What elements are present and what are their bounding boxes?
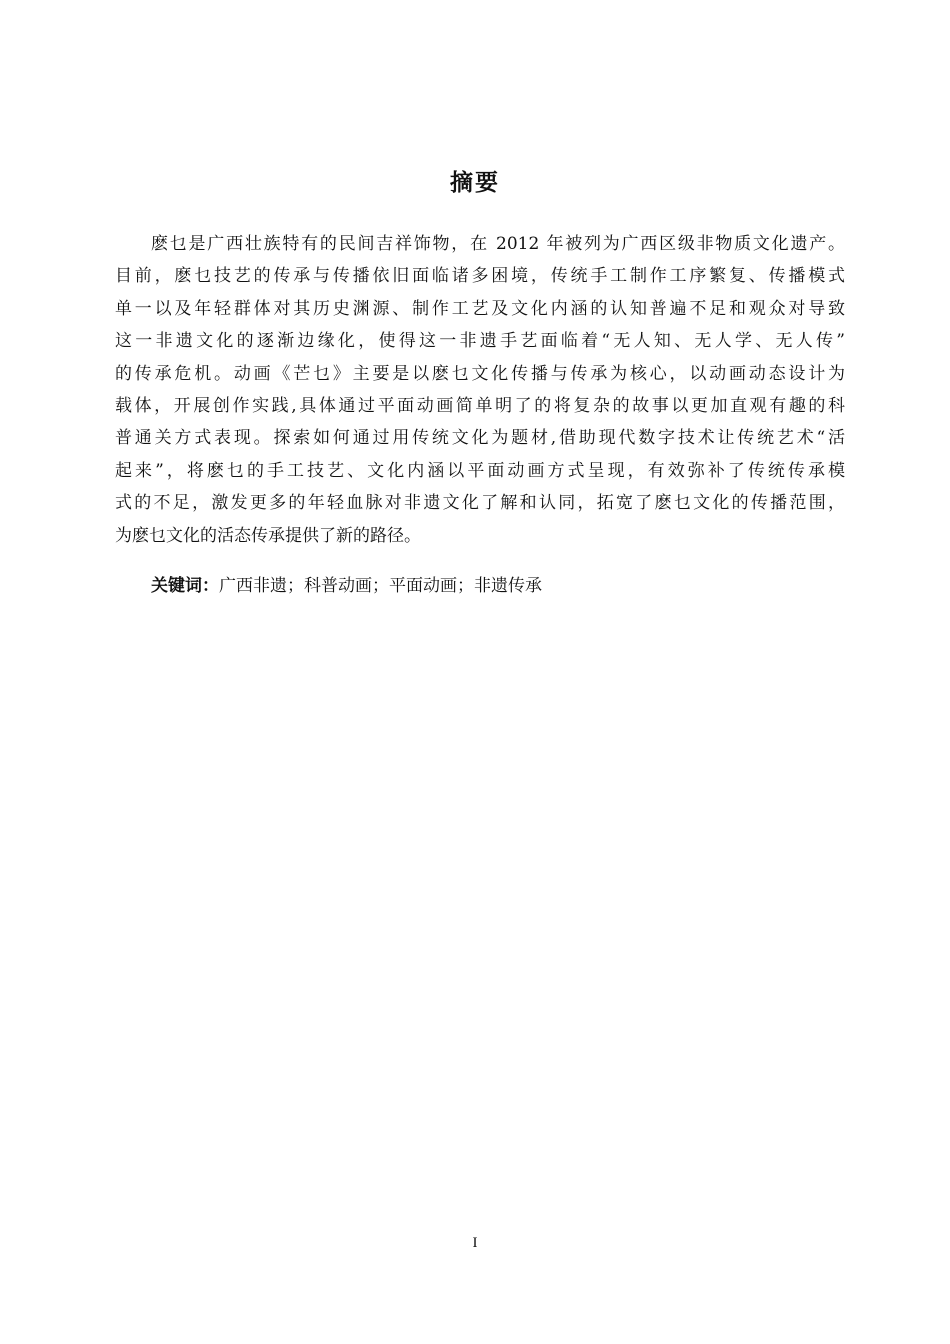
page-number: I (472, 1235, 478, 1251)
keywords-text: 广西非遗；科普动画；平面动画；非遗传承 (219, 576, 542, 596)
abstract-line: 麽乜是广西壮族特有的民间吉祥饰物，在 2012 年被列为广西区级非物质文化遗产。 (151, 234, 845, 254)
abstract-line: 单一以及年轻群体对其历史渊源、制作工艺及文化内涵的认知普遍不足和观众对导致 (115, 298, 845, 319)
abstract-line: 载体，开展创作实践,具体通过平面动画简单明了的将复杂的故事以更加直观有趣的科 (115, 396, 845, 417)
abstract-line: 起来”，将麽乜的手工技艺、文化内涵以平面动画方式呈现，有效弥补了传统传承模 (115, 460, 845, 481)
keywords-label: 关键词： (151, 576, 219, 596)
abstract-line: 普通关方式表现。探索如何通过用传统文化为题材,借助现代数字技术让传统艺术“活 (115, 428, 845, 449)
abstract-body (115, 228, 845, 552)
page-title: 摘要 (450, 170, 500, 196)
abstract-line: 目前，麽乜技艺的传承与传播依旧面临诸多困境，传统手工制作工序繁复、传播模式 (115, 266, 845, 287)
keywords (151, 570, 542, 602)
abstract-line: 为麽乜文化的活态传承提供了新的路径。 (115, 525, 421, 546)
abstract-line: 这一非遗文化的逐渐边缘化，使得这一非遗手艺面临着“无人知、无人学、无人传” (115, 331, 845, 352)
abstract-line: 式的不足，激发更多的年轻血脉对非遗文化了解和认同，拓宽了麽乜文化的传播范围， (115, 493, 845, 514)
abstract-line: 的传承危机。动画《芒乜》主要是以麽乜文化传播与传承为核心，以动画动态设计为 (115, 363, 845, 384)
